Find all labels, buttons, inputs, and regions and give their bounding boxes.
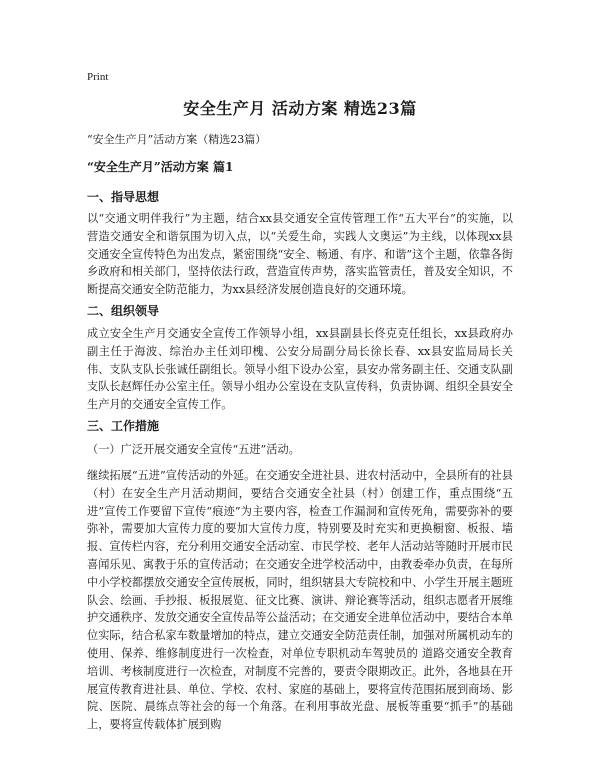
section-heading-measures: 三、工作措施 [87, 419, 160, 433]
section-heading-guiding-ideology: 一、指导思想 [87, 190, 160, 204]
section-heading-organization: 二、组织领导 [87, 304, 160, 318]
sub-heading-five-entries: （一）广泛开展交通安全宣传“五进”活动。 [87, 443, 300, 456]
document-subtitle: “安全生产月”活动方案（精选23篇） [87, 133, 267, 146]
paragraph-organization: 成立安全生产月交通安全宣传工作领导小组，xx县副县长佟克克任组长，xx县政府办副主任于海波、综治办主任刘印槐、公安分局副分局长徐长春、xx县安监局局长关伟、支队支队长张诚任副组长。领导小组下设办公室，县安办常务副主任、交通支队副支队长赵辉任办公室主任。领导小组办公室设在支队宣传科，负责协调、组织全县安全生产月的交通安全宣传工作。 [87, 327, 513, 412]
paragraph-measures: 继续拓展“五进”宣传活动的外延。在交通安全进社县、进农村活动中，全县所有的社县（村）在安全生产月活动期间，要结合交通安全社县（村）创建工作，重点围绕“五进”宣传工作要留下宣传“痕迹”为主要内容，检查工作漏洞和宣传死角，需要弥补的要弥补，需要加大宣传力度的要加大宣传力度，特别要及时充实和更换橱窗、板报、墙报、宣传栏内容，充分利用交通安全活动室、市民学校、老年人活动站等随时开展市民喜闻乐见、寓教于乐的宣传活动；在交通安全进学校活动中，由教委牵办负责，在每所中小学校都摆放交通安全宣传展板，同时，组织辖县大专院校和中、小学生开展主题班队会、绘画、手抄报、板报展览、征文比赛、演讲、辩论赛等活动，组织志愿者开展维护交通秩序、发放交通安全宣传品等公益活动；在交通安全进单位活动中，要结合本单位实际，结合私家车数量增加的特点，建立交通安全防范责任制，加强对所属机动车的使用、保养、维修制度进行一次检查，对单位专职机动车驾驶员的 道路交通安全教育培训、考核制度进行一次检查，对制度不完善的，要责令限期改正。此外，各地县在开展宣传教育进社县、单位、学校、农村、家庭的基础上，要将宣传范围拓展到商场、影院、医院、晨练点等社会的每一个角落。在利用事故光盘、展板等重要“抓手”的基础上，要将宣传载体扩展到购 [87, 469, 513, 732]
page-title: 安全生产月 活动方案 精选23篇 [183, 99, 417, 118]
article-title: “安全生产月”活动方案 篇1 [87, 160, 234, 174]
paragraph-guiding-ideology: 以“交通文明伴我行”为主题，结合xx县交通安全宣传管理工作“五大平台”的实施，以营造交通安全和谐氛围为切入点，以“关爱生命，实践人文奥运”为主线，以体现xx县交通安全宣传特色为出发点，紧密围绕“安全、畅通、有序、和谐”这个主题，依靠各街乡政府和相关部门，坚持依法行政，营造宣传声势，落实监管责任，普及安全知识，不断提高交通安全防范能力，为xx县经济发展创造良好的交通环境。 [87, 212, 513, 297]
print-link[interactable]: Print [87, 71, 109, 83]
